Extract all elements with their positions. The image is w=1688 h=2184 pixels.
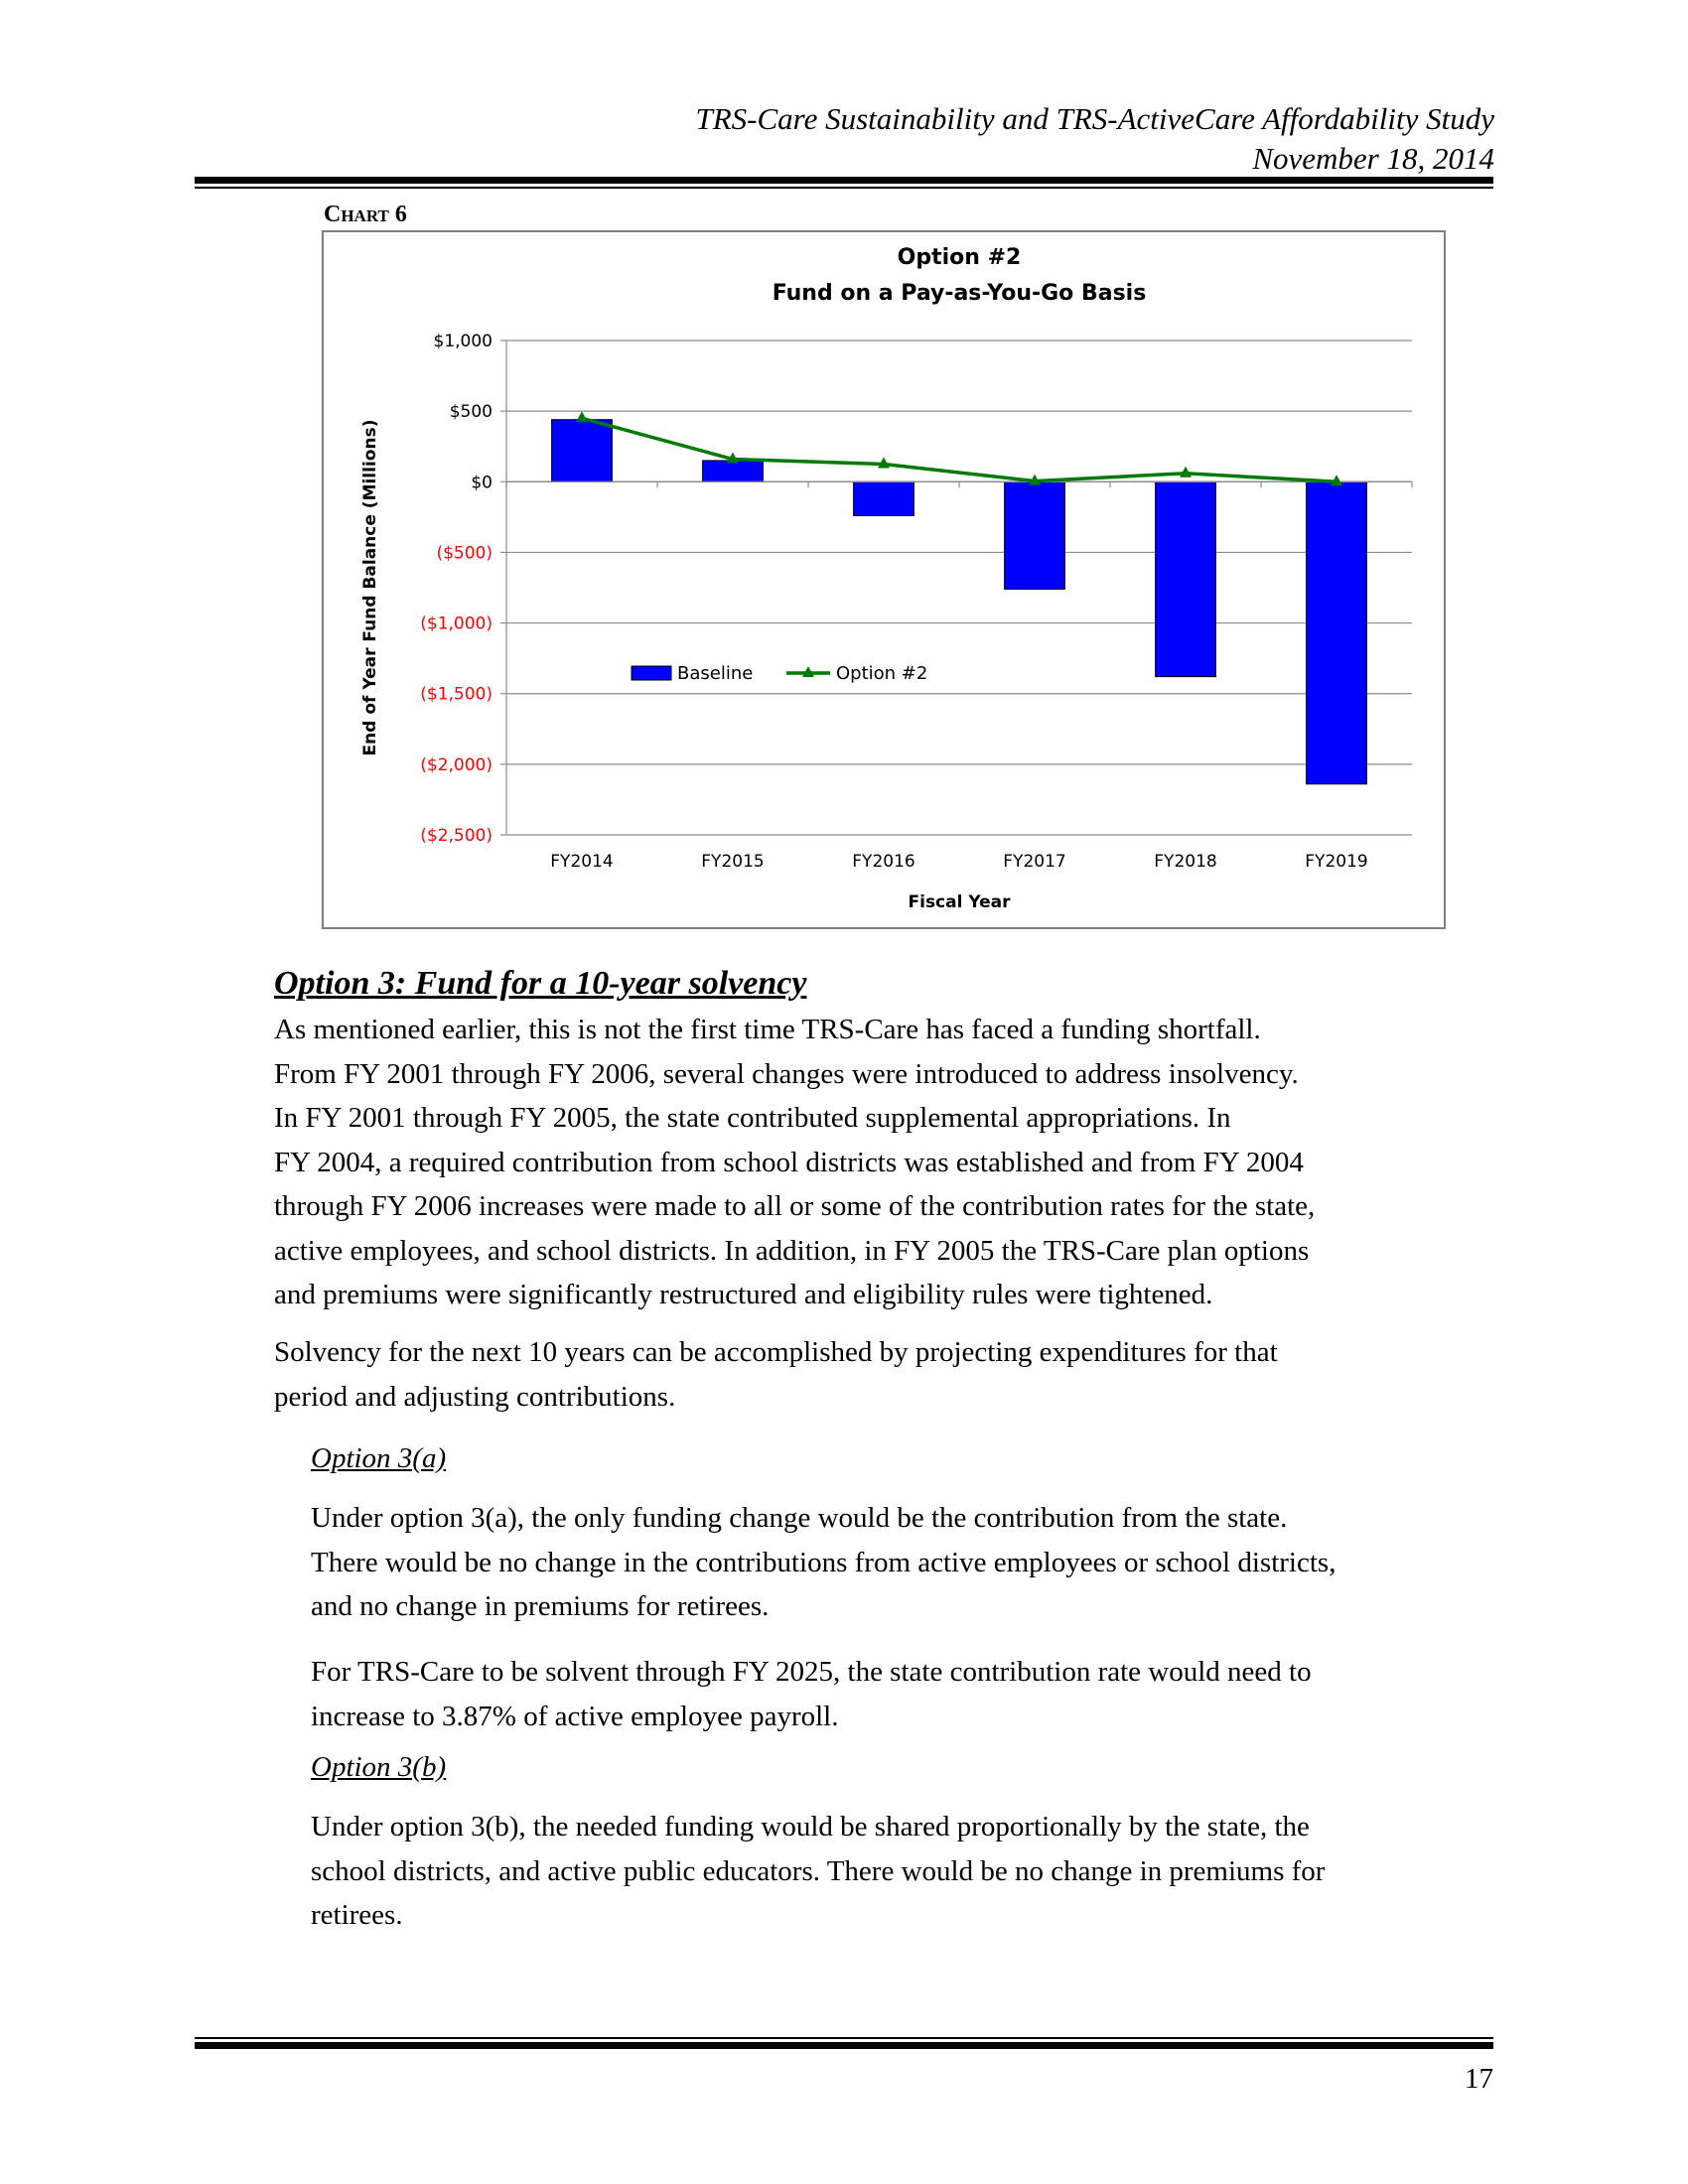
page-header	[696, 99, 1495, 179]
legend-baseline-swatch	[632, 666, 671, 680]
paragraph-line: FY 2004, a required contribution from school districts was established and from FY 2004	[274, 1146, 1304, 1178]
bar-fy2014	[552, 420, 613, 482]
paragraph-line: through FY 2006 increases were made to all or some of the contribution rates for the state,	[274, 1190, 1316, 1222]
paragraph-line: period and adjusting contributions.	[274, 1380, 676, 1413]
bar-fy2016	[854, 481, 914, 515]
x-tick-label: FY2016	[852, 852, 915, 872]
option-3a-paragraph-2	[311, 1650, 1495, 1738]
y-tick-label: $500	[449, 402, 492, 423]
chart-title: Option #2	[897, 245, 1022, 270]
y-tick-label: ($2,500)	[420, 826, 492, 846]
option-2-marker	[576, 411, 588, 422]
bar-fy2017	[1005, 481, 1065, 589]
header-date: November 18, 2014	[1252, 141, 1494, 176]
paragraph-line: As mentioned earlier, this is not the first time TRS-Care has faced a funding shortfall.	[274, 1014, 1261, 1045]
paragraph-line: Under option 3(b), the needed funding would be shared proportionally by the state, the	[311, 1811, 1310, 1843]
x-tick-label: FY2015	[701, 852, 765, 872]
paragraph-2	[274, 1330, 1495, 1419]
x-tick-label: FY2018	[1154, 852, 1217, 872]
header-rule	[195, 177, 1493, 189]
option-3b-heading: Option 3(b)	[311, 1751, 447, 1783]
paragraph-line: From FY 2001 through FY 2006, several changes were introduced to address insolvency.	[274, 1057, 1299, 1090]
paragraph-line: and no change in premiums for retirees.	[311, 1590, 770, 1622]
paragraph-line: retirees.	[311, 1899, 403, 1931]
paragraph-line: For TRS-Care to be solvent through FY 2025, the state contribution rate would need to	[311, 1656, 1312, 1688]
chart-container	[322, 230, 1446, 929]
x-tick-label: FY2014	[550, 852, 614, 872]
option-2-line	[582, 418, 1336, 481]
paragraph-line: and premiums were significantly restructured and eligibility rules were tightened.	[274, 1279, 1213, 1310]
x-axis-label: Fiscal Year	[908, 892, 1011, 912]
x-tick-label: FY2017	[1003, 852, 1066, 872]
y-tick-label: ($500)	[436, 543, 492, 564]
y-tick-label: $0	[471, 473, 492, 493]
paragraph-line: There would be no change in the contributions from active employees or school districts,	[311, 1546, 1336, 1578]
chart-subtitle: Fund on a Pay-as-You-Go Basis	[772, 281, 1147, 306]
footer-rule	[195, 2037, 1493, 2049]
page-number: 17	[1465, 2063, 1493, 2095]
option-3a-heading: Option 3(a)	[311, 1442, 447, 1474]
chart-caption: Chart 6	[324, 202, 407, 227]
option-3a-paragraph-1	[311, 1496, 1495, 1629]
paragraph-line: increase to 3.87% of active employee payroll.	[311, 1700, 839, 1732]
legend-baseline-label: Baseline	[677, 663, 754, 684]
paragraph-line: active employees, and school districts. In addition, in FY 2005 the TRS-Care plan options	[274, 1234, 1310, 1267]
y-tick-label: $1,000	[433, 332, 492, 351]
y-tick-label: ($1,500)	[420, 684, 492, 705]
section-heading: Option 3: Fund for a 10-year solvency	[274, 965, 807, 1002]
chart-svg	[324, 232, 1444, 927]
paragraph-1	[274, 1008, 1495, 1317]
x-tick-label: FY2019	[1305, 852, 1368, 872]
bar-fy2019	[1307, 481, 1367, 783]
y-tick-label: ($1,000)	[420, 614, 492, 634]
option-3b-paragraph-1	[311, 1805, 1495, 1938]
bar-fy2018	[1156, 481, 1216, 676]
paragraph-line: Solvency for the next 10 years can be accomplished by projecting expenditures for that	[274, 1336, 1278, 1368]
y-axis-label: End of Year Fund Balance (Millions)	[360, 419, 380, 756]
paragraph-line: Under option 3(a), the only funding change would be the contribution from the state.	[311, 1502, 1288, 1534]
paragraph-line: school districts, and active public educators. There would be no change in premiums for	[311, 1854, 1326, 1887]
y-tick-label: ($2,000)	[420, 754, 492, 775]
bar-fy2015	[703, 461, 764, 481]
legend-option-2-label: Option #2	[836, 663, 928, 684]
header-title: TRS-Care Sustainability and TRS-ActiveCare Affordability Study	[695, 101, 1494, 136]
paragraph-line: In FY 2001 through FY 2005, the state contributed supplemental appropriations. In	[274, 1102, 1231, 1134]
